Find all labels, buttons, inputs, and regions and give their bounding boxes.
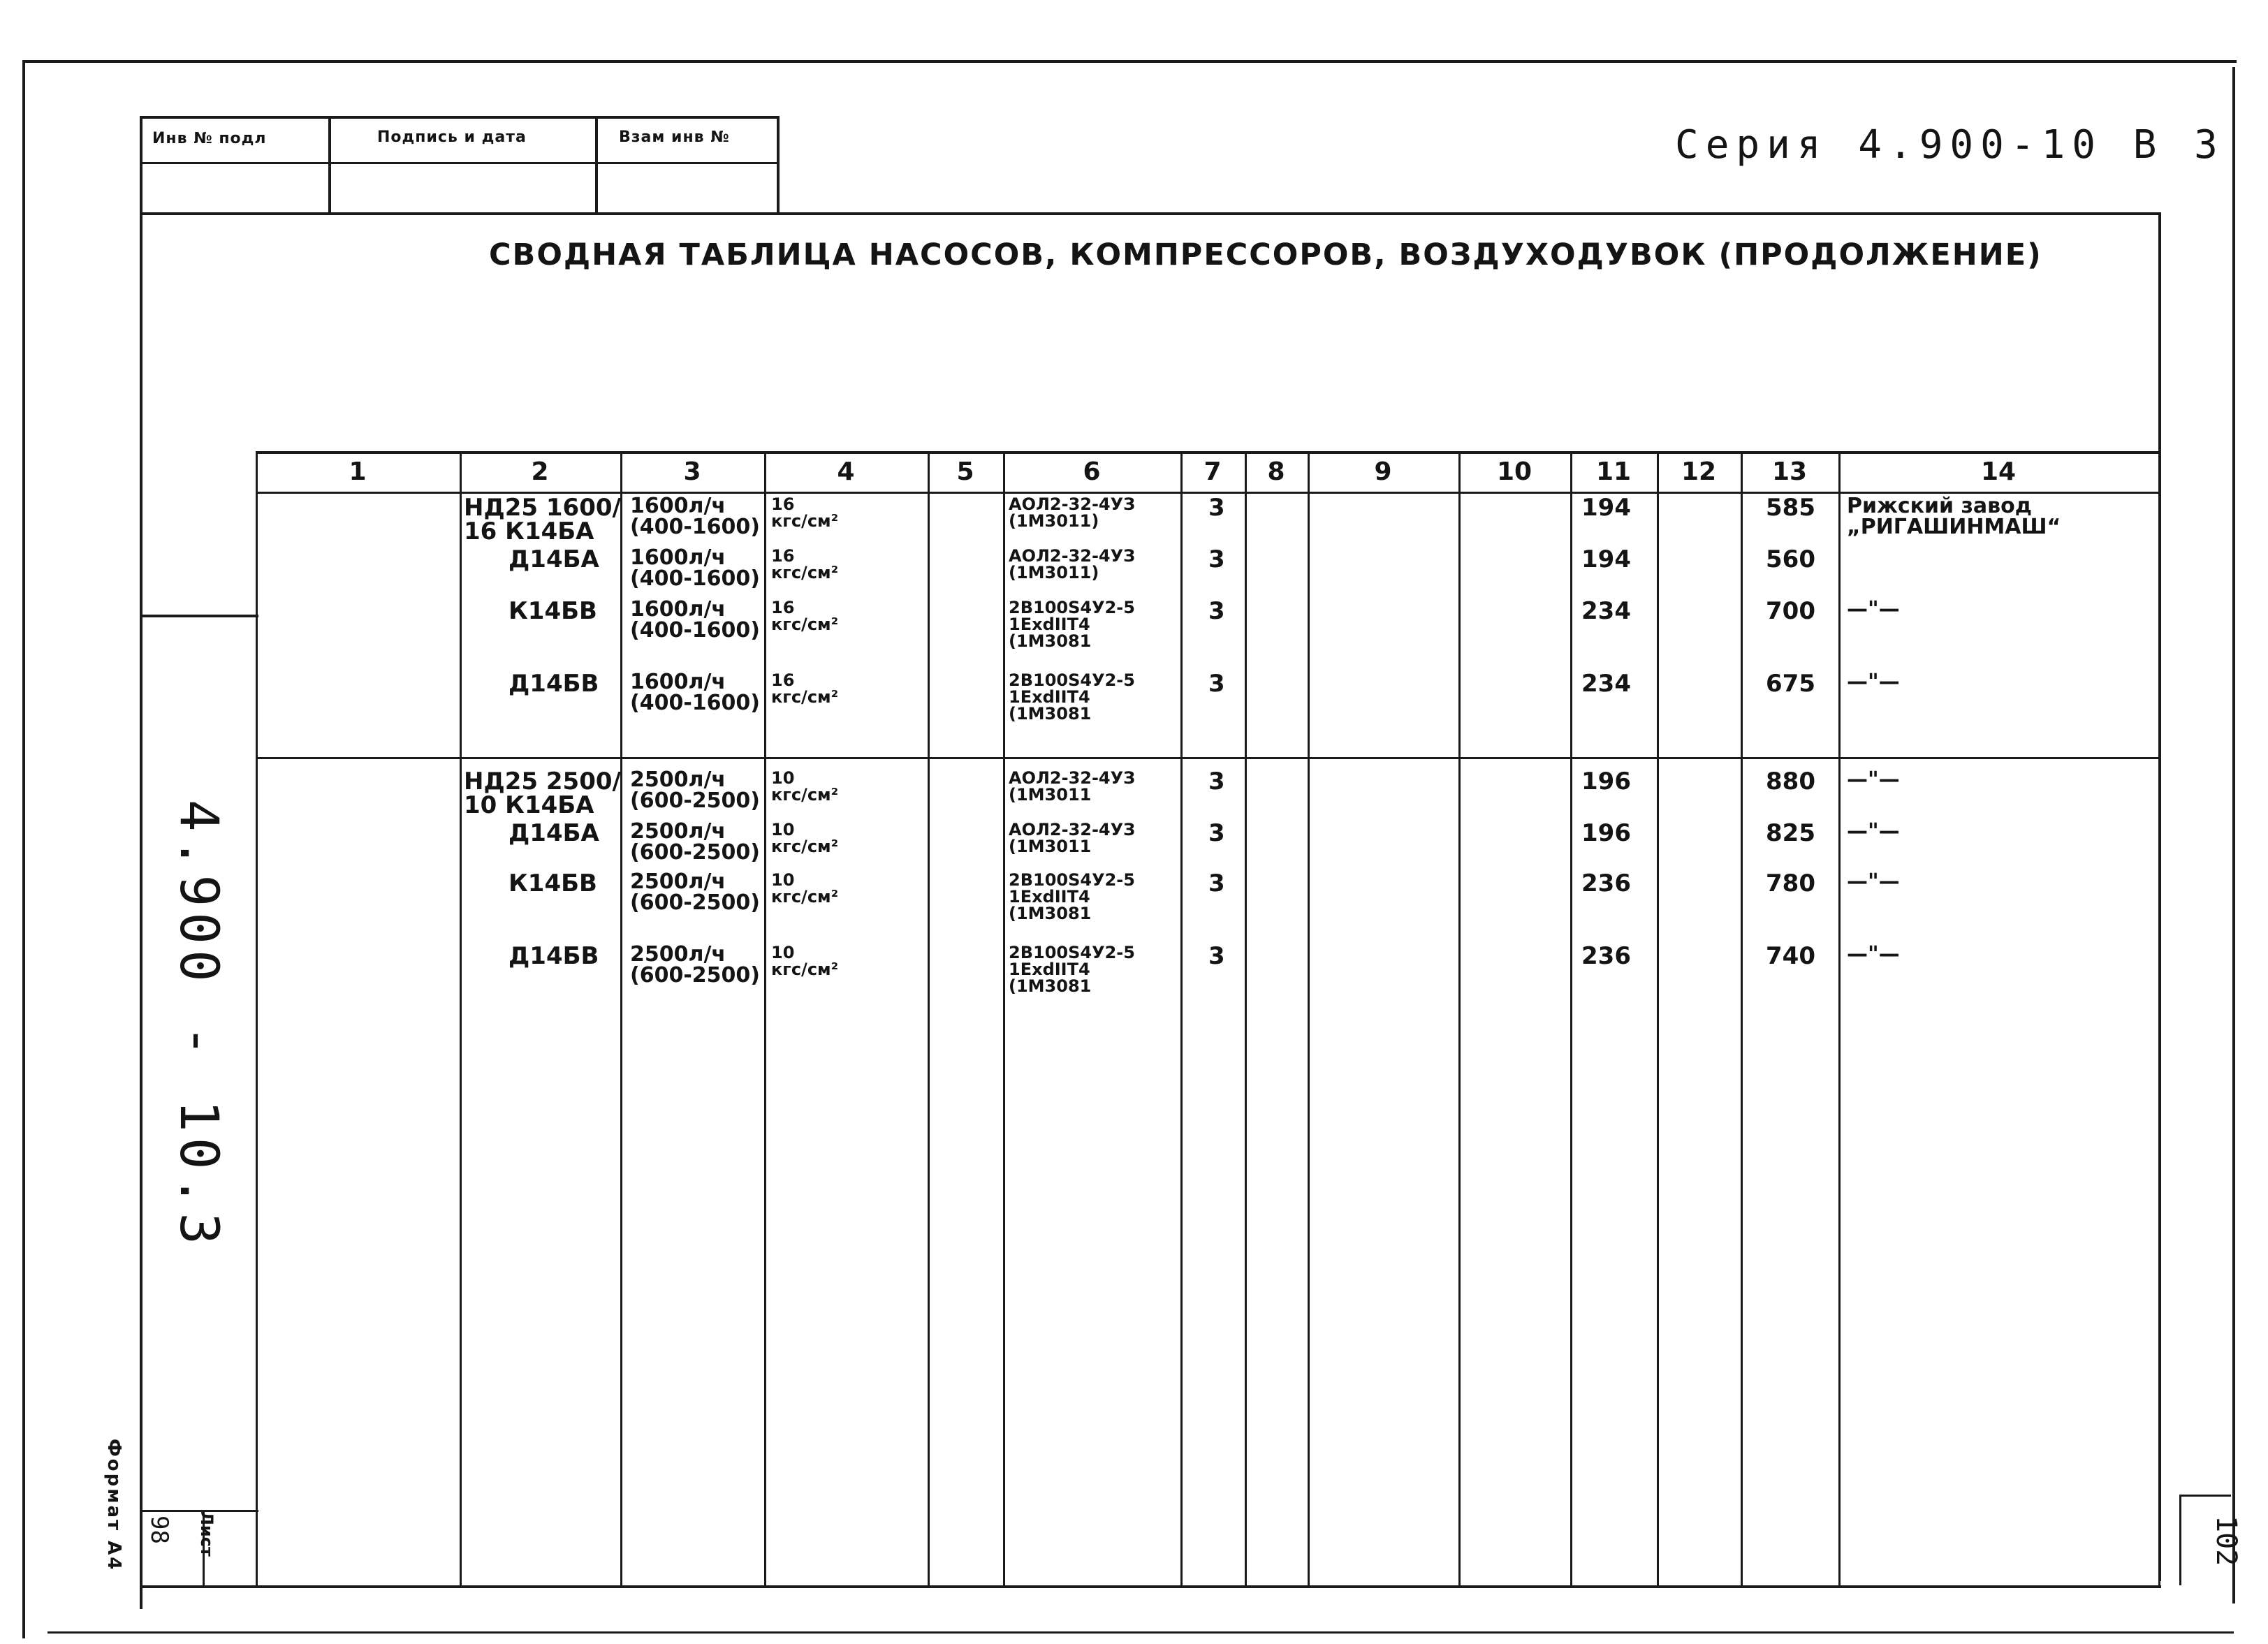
column-header: 11: [1595, 457, 1632, 486]
table-cell-c13: 585: [1766, 494, 1815, 522]
table-cell-c6: АОЛ2-32-4УЗ (1М3011): [1009, 546, 1136, 582]
table-column-line: [1657, 451, 1659, 1585]
table-cell-c3: 1600л/ч (400-1600): [630, 545, 760, 591]
table-cell-c11: 194: [1581, 494, 1631, 522]
table-cell-c6: АОЛ2-32-4УЗ (1М3011: [1009, 768, 1136, 805]
sheet-border-right: [2232, 67, 2235, 1603]
table-cell-c2: Д14БА: [509, 819, 599, 847]
table-cell-c3: 2500л/ч (600-2500): [630, 942, 760, 988]
format-label: Формат А4: [103, 1439, 124, 1572]
table-cell-c2: НД25 2500/ 10 К14БА: [464, 768, 621, 819]
inner-frame-left: [140, 212, 142, 1609]
table-cell-c14: —"—: [1847, 869, 1900, 894]
table-cell-c4: 10 кгс/см²: [771, 768, 839, 805]
table-cell-c2: НД25 1600/ 16 К14БА: [464, 494, 621, 545]
series-label: Серия 4.900-10 В 3: [1675, 122, 2225, 168]
column-header: 6: [1083, 457, 1101, 486]
table-cell-c2: Д14БВ: [509, 942, 599, 970]
table-column-line: [256, 451, 258, 1585]
table-cell-c13: 700: [1766, 597, 1815, 625]
table-column-line: [1308, 451, 1310, 1585]
stamp-inv-podl: Инв № подл: [152, 130, 267, 147]
table-column-line: [460, 451, 462, 1585]
table-cell-c4: 10 кгс/см²: [771, 820, 839, 856]
table-cell-c3: 1600л/ч (400-1600): [630, 494, 760, 539]
table-cell-c14: Рижский завод „РИГАШИНМАШ“: [1847, 494, 2061, 539]
column-header: 8: [1267, 457, 1285, 486]
column-header: 1: [349, 457, 367, 486]
table-cell-c3: 1600л/ч (400-1600): [630, 597, 760, 643]
table-title: СВОДНАЯ ТАБЛИЦА НАСОСОВ, КОМПРЕССОРОВ, ВОЗДУХОДУВОК (ПРОДОЛЖЕНИЕ): [489, 237, 2042, 272]
table-column-line: [764, 451, 766, 1585]
table-cell-c6: 2В100S4У2-5 1ExdIIT4 (1М3081: [1009, 943, 1135, 996]
table-cell-c14: —"—: [1847, 819, 1900, 844]
column-header: 4: [837, 457, 855, 486]
table-cell-c4: 16 кгс/см²: [771, 494, 839, 531]
table-cell-c2: К14БВ: [509, 869, 597, 897]
table-cell-c11: 196: [1581, 768, 1631, 795]
table-cell-c11: 234: [1581, 597, 1631, 625]
sheet-border-left: [22, 60, 25, 1638]
sheet-number: 98: [145, 1515, 173, 1544]
table-cell-c13: 880: [1766, 768, 1815, 795]
side-strip-top: [140, 615, 258, 617]
table-cell-c13: 560: [1766, 545, 1815, 573]
page-box-left: [2179, 1495, 2181, 1585]
table-cell-c3: 2500л/ч (600-2500): [630, 869, 760, 915]
column-header: 10: [1496, 457, 1532, 486]
table-cell-c4: 10 кгс/см²: [771, 943, 839, 979]
table-cell-c7: 3: [1208, 942, 1225, 970]
table-cell-c11: 236: [1581, 942, 1631, 970]
table-column-line: [1180, 451, 1183, 1585]
table-cell-c11: 194: [1581, 545, 1631, 573]
page-number: 102: [2210, 1515, 2242, 1566]
stamp-podpis: Подпись и дата: [377, 129, 527, 146]
column-header: 5: [956, 457, 974, 486]
table-cell-c14: —"—: [1847, 942, 1900, 967]
table-cell-c11: 234: [1581, 670, 1631, 698]
table-cell-c14: —"—: [1847, 768, 1900, 792]
table-column-line: [2158, 451, 2160, 1585]
column-header: 3: [683, 457, 701, 486]
table-cell-c7: 3: [1208, 670, 1225, 698]
column-header: 13: [1771, 457, 1808, 486]
table-cell-c2: Д14БА: [509, 545, 599, 573]
table-cell-c7: 3: [1208, 768, 1225, 795]
inner-frame-top: [140, 212, 2158, 215]
table-column-line: [928, 451, 930, 1585]
table-cell-c6: АОЛ2-32-4УЗ (1М3011: [1009, 820, 1136, 856]
table-cell-c13: 740: [1766, 942, 1815, 970]
column-header: 9: [1374, 457, 1392, 486]
table-cell-c14: —"—: [1847, 670, 1900, 694]
table-cell-c6: 2В100S4У2-5 1ExdIIT4 (1М3081: [1009, 670, 1135, 724]
table-cell-c11: 236: [1581, 869, 1631, 897]
table-cell-c4: 16 кгс/см²: [771, 546, 839, 582]
table-group-divider: [256, 757, 2158, 759]
table-cell-c7: 3: [1208, 597, 1225, 625]
table-cell-c11: 196: [1581, 819, 1631, 847]
column-header: 12: [1681, 457, 1717, 486]
table-cell-c4: 16 кгс/см²: [771, 598, 839, 634]
table-cell-c7: 3: [1208, 494, 1225, 522]
table-column-line: [1570, 451, 1572, 1585]
document-code: 4.900 - 10.3: [168, 800, 231, 1251]
table-column-line: [1458, 451, 1461, 1585]
table-cell-c3: 1600л/ч (400-1600): [630, 670, 760, 715]
column-header: 2: [531, 457, 549, 486]
table-cell-c6: 2В100S4У2-5 1ExdIIT4 (1М3081: [1009, 870, 1135, 923]
table-cell-c2: К14БВ: [509, 597, 597, 625]
table-cell-c2: Д14БВ: [509, 670, 599, 698]
table-cell-c7: 3: [1208, 545, 1225, 573]
table-cell-c13: 780: [1766, 869, 1815, 897]
table-cell-c3: 2500л/ч (600-2500): [630, 819, 760, 865]
table-cell-c3: 2500л/ч (600-2500): [630, 768, 760, 813]
table-column-line: [1838, 451, 1841, 1585]
column-header: 7: [1203, 457, 1222, 486]
sheet-border-top: [22, 60, 2237, 63]
table-cell-c14: —"—: [1847, 597, 1900, 622]
table-column-line: [1003, 451, 1005, 1585]
table-cell-c7: 3: [1208, 869, 1225, 897]
stamp-vzam: Взам инв №: [619, 129, 730, 146]
table-cell-c6: 2В100S4У2-5 1ExdIIT4 (1М3081: [1009, 598, 1135, 651]
sheet-label: Лист: [197, 1511, 217, 1557]
table-column-line: [1245, 451, 1247, 1585]
table-top-border: [256, 451, 2158, 454]
page-box-top: [2179, 1495, 2231, 1497]
column-header: 14: [1980, 457, 2017, 486]
table-cell-c4: 16 кгс/см²: [771, 670, 839, 707]
table-cell-c4: 10 кгс/см²: [771, 870, 839, 907]
table-cell-c7: 3: [1208, 819, 1225, 847]
table-cell-c6: АОЛ2-32-4УЗ (1М3011): [1009, 494, 1136, 531]
inner-frame-bottom: [140, 1585, 2161, 1588]
table-cell-c13: 675: [1766, 670, 1815, 698]
table-column-line: [620, 451, 622, 1585]
table-column-line: [1741, 451, 1743, 1585]
table-cell-c13: 825: [1766, 819, 1815, 847]
sheet-border-bottom: [47, 1631, 2234, 1634]
